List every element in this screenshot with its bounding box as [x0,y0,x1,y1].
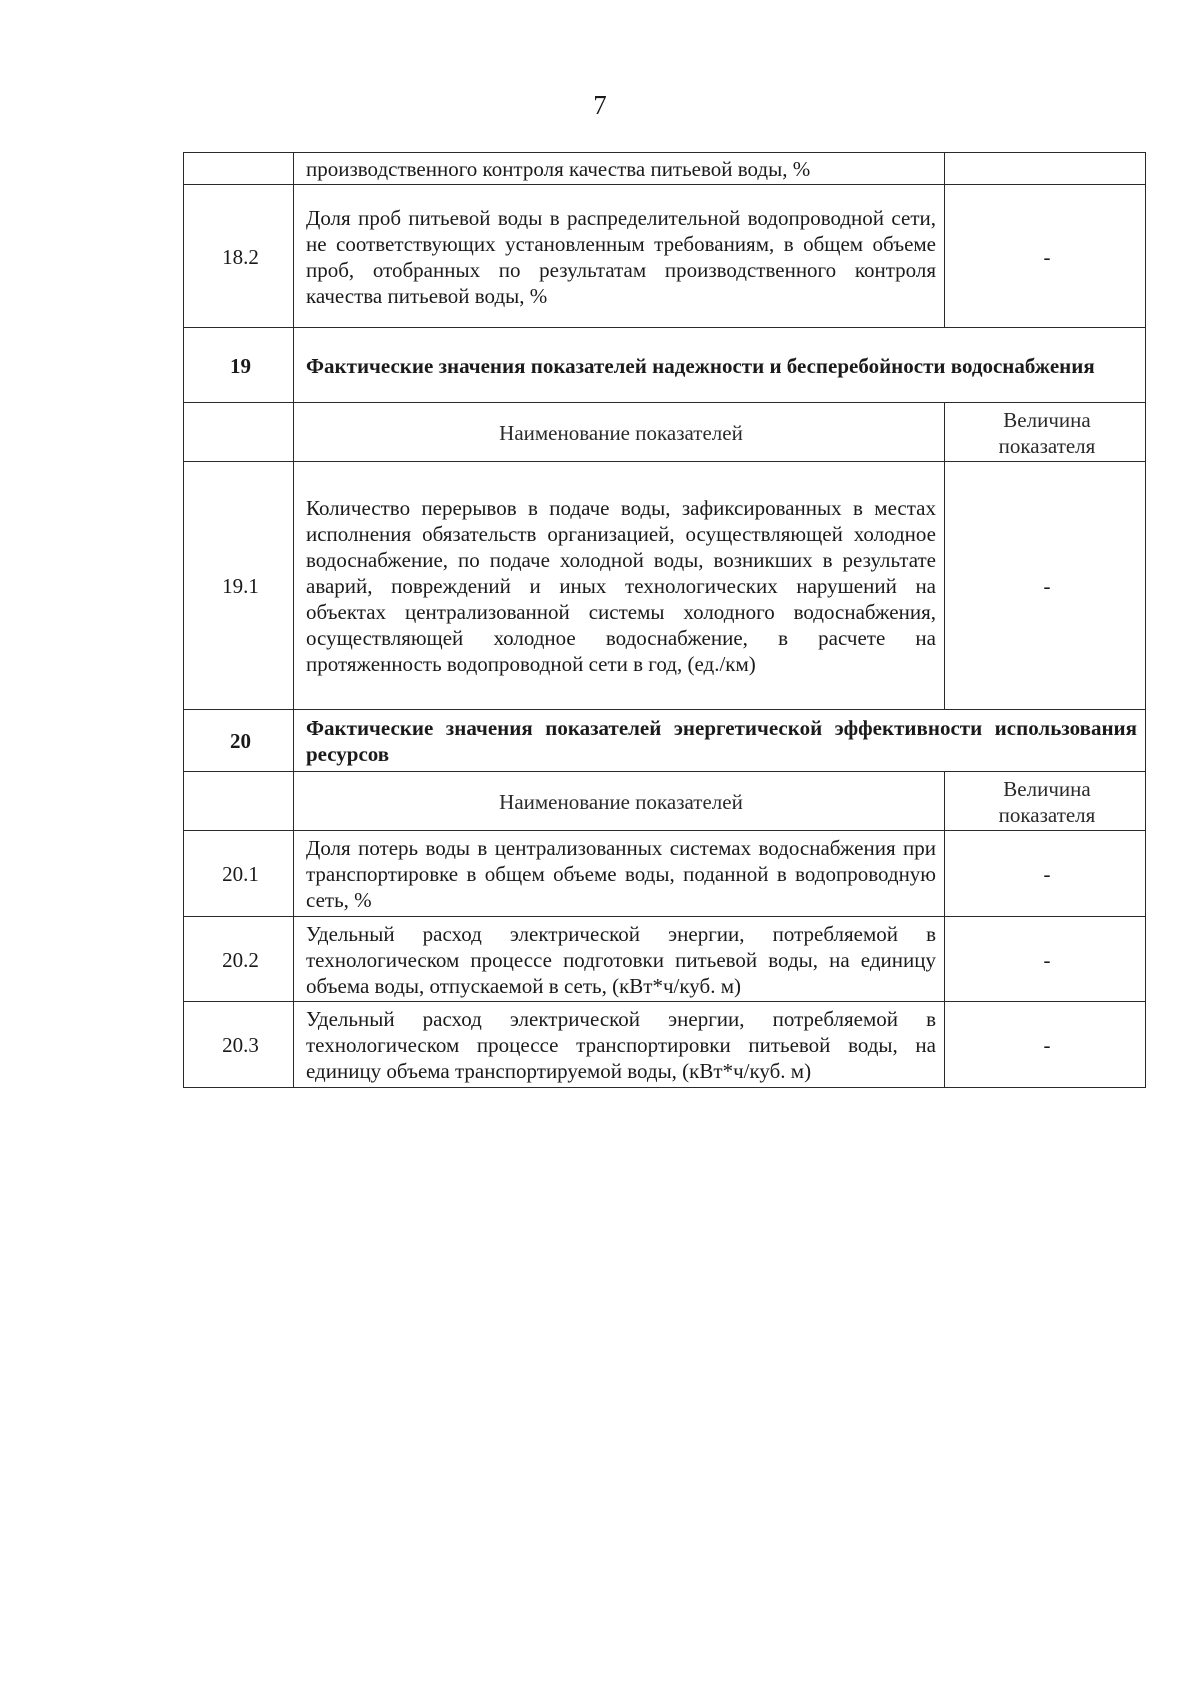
indicator-value-cell: - [945,831,1146,917]
section-heading-row-19 [184,328,1146,403]
table-row-20-3 [184,1002,1146,1088]
column-header-row-20 [184,772,1146,831]
row-number-cell: 19.1 [184,462,294,710]
section-heading-row-20 [184,710,1146,772]
column-header-value: Величина показателя [945,772,1146,831]
section-number-cell: 19 [184,328,294,403]
column-header-value: Величина показателя [945,403,1146,462]
indicator-value-cell: - [945,185,1146,328]
indicator-name-cell: производственного контроля качества питьевой воды, % [294,153,945,185]
indicator-value-cell: - [945,462,1146,710]
indicator-name-cell: Доля проб питьевой воды в распределительной водопроводной сети, не соответствующих установленным требованиям, в общем объеме проб, отобранных по результатам производственного контроля качества питьевой воды, % [294,185,945,328]
indicator-name-cell: Доля потерь воды в централизованных системах водоснабжения при транспортировке в общем объеме воды, поданной в водопроводную сеть, % [294,831,945,917]
indicators-table [183,152,1146,1088]
header-empty-cell [184,403,294,462]
column-header-name: Наименование показателей [294,403,945,462]
column-header-row-19 [184,403,1146,462]
row-number-cell: 20.2 [184,917,294,1002]
table-row-20-2 [184,917,1146,1002]
row-number-cell: 18.2 [184,185,294,328]
page-number: 7 [593,90,607,120]
table-row-18-2 [184,185,1146,328]
indicator-value-cell: - [945,917,1146,1002]
section-title: Фактические значения показателей энергетической эффективности использования ресурсов [294,710,1146,772]
table-row-20-1 [184,831,1146,917]
row-number-cell: 20.1 [184,831,294,917]
table-row-continuation [184,153,1146,185]
row-number-cell: 20.3 [184,1002,294,1088]
indicator-value-cell: - [945,1002,1146,1088]
column-header-name: Наименование показателей [294,772,945,831]
indicator-value-cell [945,153,1146,185]
section-title: Фактические значения показателей надежности и бесперебойности водоснабжения [294,328,1146,403]
indicator-name-cell: Удельный расход электрической энергии, потребляемой в технологическом процессе транспортировки питьевой воды, на единицу объема транспортируемой воды, (кВт*ч/куб. м) [294,1002,945,1088]
header-empty-cell [184,772,294,831]
section-number-cell: 20 [184,710,294,772]
row-number-cell [184,153,294,185]
indicator-name-cell: Удельный расход электрической энергии, потребляемой в технологическом процессе подготовки питьевой воды, на единицу объема воды, отпускаемой в сеть, (кВт*ч/куб. м) [294,917,945,1002]
table-row-19-1 [184,462,1146,710]
indicator-name-cell: Количество перерывов в подаче воды, зафиксированных в местах исполнения обязательств организацией, осуществляющей холодное водоснабжение, по подаче холодной воды, возникших в результате аварий, повреждений и иных технологических нарушений на объектах централизованной системы холодного водоснабжения, осуществляющей холодное водоснабжение, в расчете на протяженность водопроводной сети в год, (ед./км) [294,462,945,710]
